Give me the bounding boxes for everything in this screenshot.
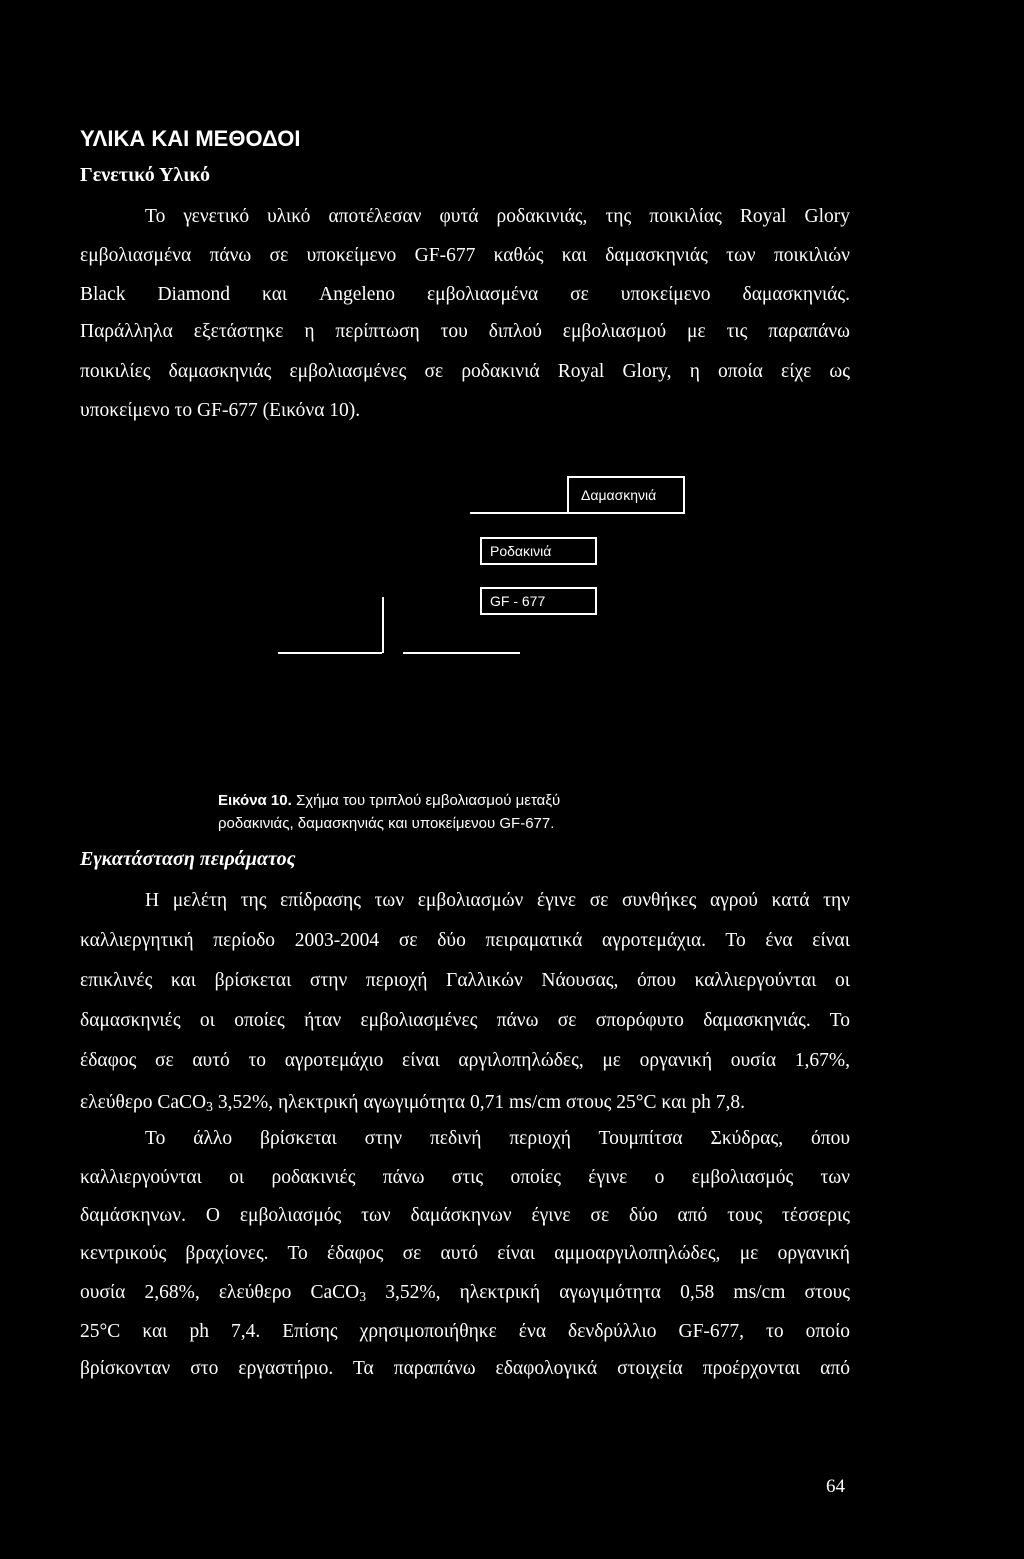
paragraph-line: έδαφος σε αυτό το αγροτεμάχιο είναι αργιλοπηλώδες, με οργανική ουσία 1,67%, (80, 1050, 850, 1071)
diagram-ground-line (403, 652, 520, 654)
paragraph-line: ποικιλίες δαμασκηνιάς εμβολιασμένες σε ροδακινιά Royal Glory, η οποία είχε ως (80, 361, 850, 382)
text-span: 3,52%, ηλεκτρική αγωγιμότητα 0,71 ms/cm στους 25°C και ph 7,8. (212, 1092, 746, 1113)
text-span: ελεύθερο CaCO (80, 1092, 207, 1113)
paragraph-line: επικλινές και βρίσκεται στην περιοχή Γαλλικών Νάουσας, όπου καλλιεργούνται οι (80, 970, 850, 991)
caption-text: ροδακινιάς, δαμασκηνιάς και υποκείμενου GF-677. (218, 815, 555, 832)
paragraph-line: Black Diamond και Angeleno εμβολιασμένα σε υποκείμενο δαμασκηνιάς. (80, 284, 850, 305)
subsection-title: Γενετικό Υλικό (80, 164, 210, 186)
subscript: 3 (206, 1099, 213, 1114)
paragraph-line: καλλιεργητική περίοδο 2003-2004 σε δύο πειραματικά αγροτεμάχια. Το ένα είναι (80, 930, 850, 951)
text-span: ουσία 2,68%, ελεύθερο CaCO (80, 1282, 360, 1303)
diagram-box-peach: Ροδακινιά (480, 537, 597, 565)
diagram-trunk-line (382, 597, 384, 653)
caption-text: Σχήμα του τριπλού εμβολιασμού μεταξύ (295, 792, 561, 809)
figure-label: Εικόνα 10. (218, 792, 292, 809)
text-span: 3,52%, ηλεκτρική αγωγιμότητα 0,58 ms/cm στους (366, 1282, 850, 1303)
paragraph-line: Το γενετικό υλικό αποτέλεσαν φυτά ροδακινιάς, της ποικιλίας Royal Glory (145, 206, 850, 227)
page-number: 64 (826, 1476, 845, 1497)
diagram-connector (470, 512, 568, 514)
paragraph-line (80, 1282, 850, 1305)
paragraph-line: εμβολιασμένα πάνω σε υποκείμενο GF-677 καθώς και δαμασκηνιάς των ποικιλιών (80, 245, 850, 266)
paragraph-line: δαμασκηνιές οι οποίες ήταν εμβολιασμένες πάνω σε σπορόφυτο δαμασκηνιάς. Το (80, 1010, 850, 1031)
subscript: 3 (359, 1289, 367, 1304)
diagram-ground-line (278, 652, 382, 654)
paragraph-line: 25°C και ph 7,4. Επίσης χρησιμοποιήθηκε ένα δενδρύλλιο GF-677, το οποίο (80, 1321, 850, 1342)
figure-caption (218, 792, 560, 809)
section-heading: Εγκατάσταση πειράματος (80, 848, 296, 870)
diagram-box-plum: Δαμασκηνιά (567, 476, 685, 514)
paragraph-line: Το άλλο βρίσκεται στην πεδινή περιοχή Τουμπίτσα Σκύδρας, όπου (145, 1128, 850, 1149)
paragraph-line (80, 1092, 850, 1115)
paragraph-line: δαμάσκηνων. Ο εμβολιασμός των δαμάσκηνων έγινε σε δύο από τους τέσσερις (80, 1205, 850, 1226)
paragraph-line: Η μελέτη της επίδρασης των εμβολιασμών έγινε σε συνθήκες αγρού κατά την (145, 890, 850, 911)
paragraph-line: Παράλληλα εξετάστηκε η περίπτωση του διπλού εμβολιασμού με τις παραπάνω (80, 321, 850, 342)
paragraph-line: υποκείμενο το GF-677 (Εικόνα 10). (80, 400, 361, 421)
paragraph-line: βρίσκονταν στο εργαστήριο. Τα παραπάνω εδαφολογικά στοιχεία προέρχονται από (80, 1358, 850, 1379)
paragraph-line: καλλιεργούνται οι ροδακινιές πάνω στις οποίες έγινε ο εμβολιασμός των (80, 1167, 850, 1188)
paragraph-line: κεντρικούς βραχίονες. Το έδαφος σε αυτό είναι αμμοαργιλοπηλώδες, με οργανική (80, 1243, 850, 1264)
section-title: ΥΛΙΚΑ ΚΑΙ ΜΕΘΟΔΟΙ (80, 126, 301, 151)
diagram-box-rootstock: GF - 677 (480, 587, 597, 615)
